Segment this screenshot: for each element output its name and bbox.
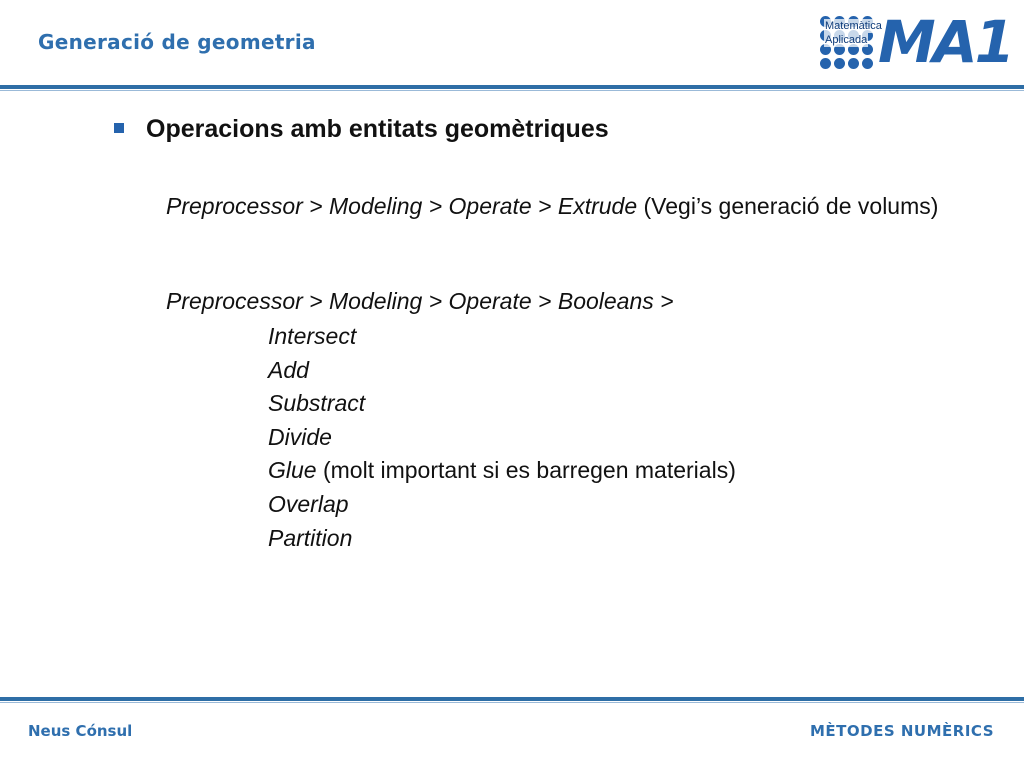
paragraph-extrude bbox=[146, 192, 946, 220]
extrude-note: (Vegi’s generació de volums) bbox=[637, 193, 939, 219]
operation-name: Substract bbox=[268, 390, 366, 417]
list-item bbox=[268, 320, 736, 354]
operation-name: Overlap bbox=[268, 490, 349, 517]
operation-note: (molt important si es barregen materials) bbox=[316, 457, 736, 484]
operation-name: Glue bbox=[268, 457, 317, 484]
logo-word-2: Aplicada bbox=[825, 34, 868, 46]
logo-mark: MA1 bbox=[878, 8, 1012, 76]
footer-author: Neus Cónsul bbox=[28, 722, 133, 740]
footer-course: MÈTODES NUMÈRICS bbox=[809, 722, 994, 740]
list-item bbox=[268, 488, 736, 522]
section-heading: Operacions amb entitats geomètriques bbox=[146, 115, 609, 143]
footer-divider-thin bbox=[0, 702, 1024, 703]
header-divider-thin bbox=[0, 90, 1024, 91]
list-item bbox=[268, 354, 736, 388]
list-item bbox=[268, 387, 736, 421]
paragraph-booleans bbox=[146, 287, 946, 315]
header-divider bbox=[0, 85, 1024, 89]
operation-name: Divide bbox=[268, 423, 332, 450]
list-item bbox=[268, 522, 736, 556]
operation-name: Add bbox=[268, 356, 309, 383]
square-bullet-icon bbox=[114, 123, 124, 133]
logo-word-1: Matemàtica bbox=[825, 20, 882, 32]
menu-path-extrude: Preprocessor > Modeling > Operate > Extrude bbox=[166, 193, 638, 219]
boolean-operations-list bbox=[268, 320, 736, 555]
list-item bbox=[268, 421, 736, 455]
list-item bbox=[268, 454, 736, 488]
header-title: Generació de geometria bbox=[38, 30, 316, 54]
logo-words bbox=[824, 19, 883, 47]
operation-name: Intersect bbox=[268, 323, 357, 349]
logo bbox=[820, 8, 1012, 76]
operation-name: Partition bbox=[268, 524, 353, 551]
footer-divider bbox=[0, 697, 1024, 701]
menu-path-booleans: Preprocessor > Modeling > Operate > Booleans > bbox=[166, 288, 674, 314]
